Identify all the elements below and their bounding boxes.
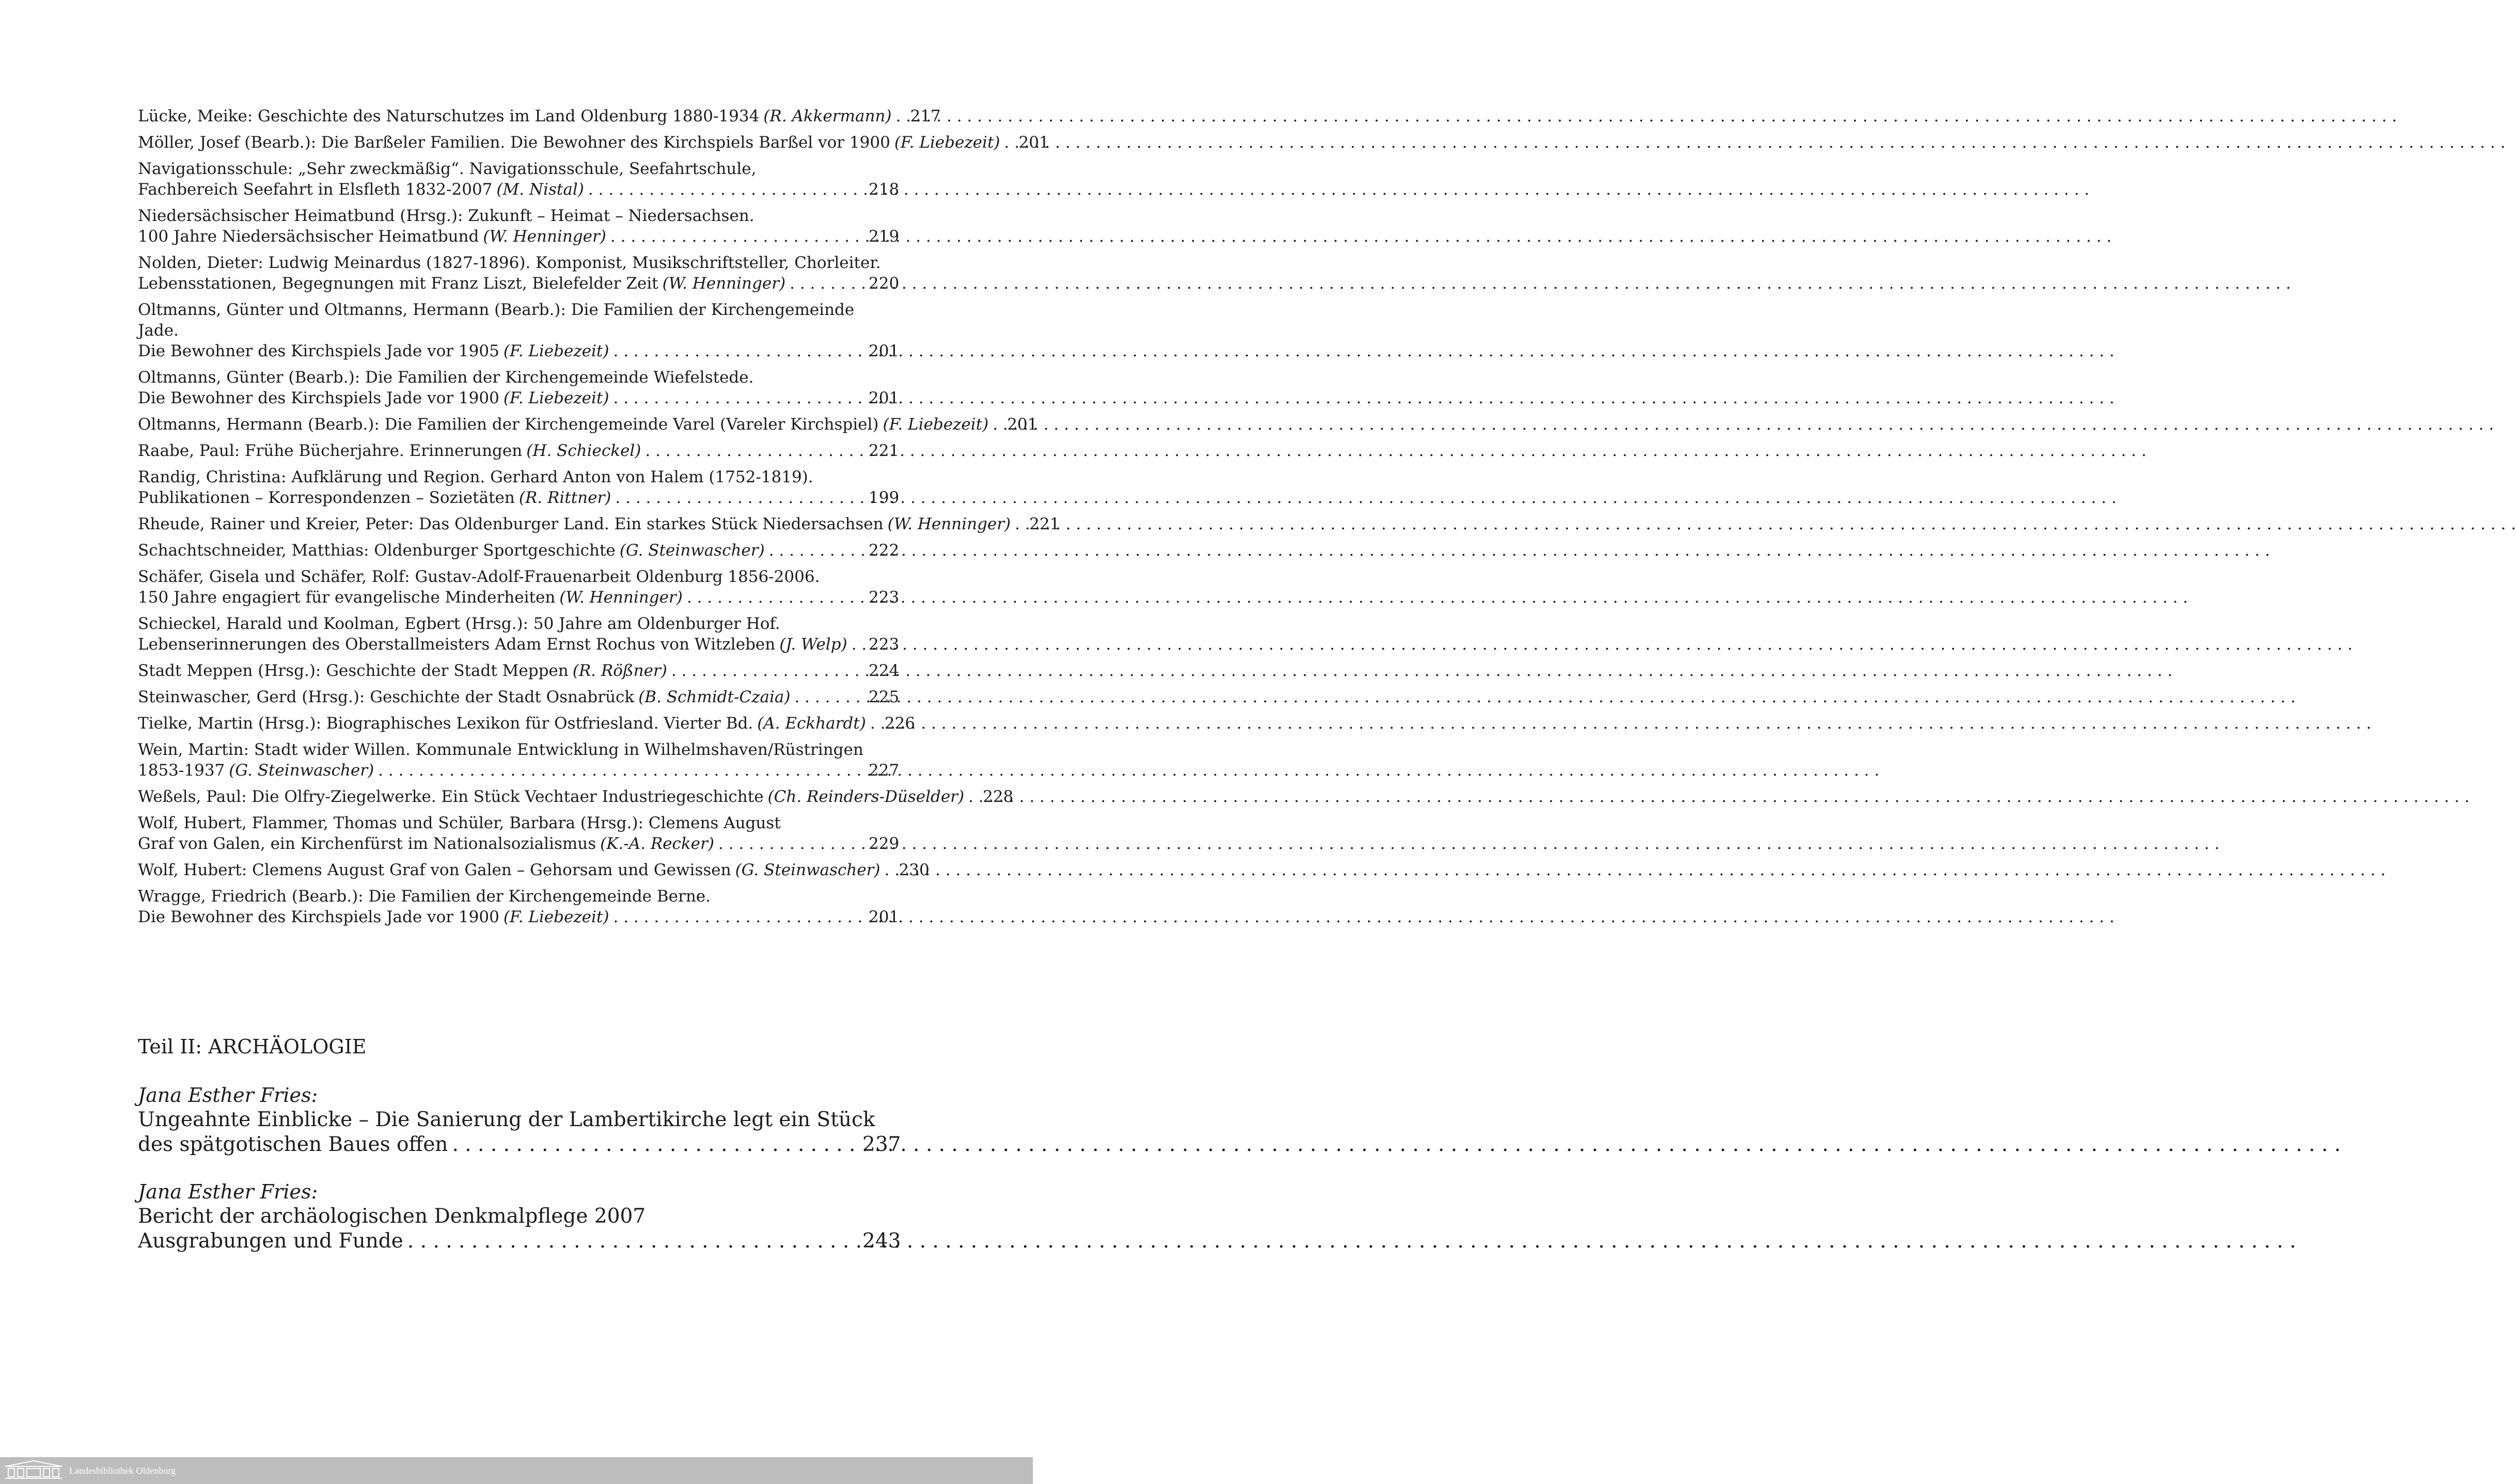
- dot-leader: [769, 540, 864, 561]
- page-number: 243: [862, 1229, 901, 1253]
- dot-leader: [613, 341, 864, 361]
- entry-last-line: [138, 106, 941, 127]
- entry-reviewer: (W. Henninger): [483, 227, 606, 246]
- entry-title-line: Schachtschneider, Matthias: Oldenburger Sportgeschichte: [138, 541, 616, 560]
- entry-title-line: Wolf, Hubert, Flammer, Thomas und Schüler, Barbara (Hrsg.): Clemens August: [138, 814, 781, 832]
- entry-title-line: Tielke, Martin (Hrsg.): Biographisches Lexikon für Ostfriesland. Vierter Bd.: [138, 714, 753, 733]
- review-entry: [138, 660, 899, 681]
- review-entry: [138, 687, 899, 707]
- entry-last-line: [138, 440, 899, 461]
- review-entry: [138, 514, 1060, 534]
- page-number: 199: [869, 488, 900, 507]
- review-entry: [138, 106, 941, 127]
- article-title-line: Bericht der archäologischen Denkmalpflege 2007: [138, 1205, 646, 1228]
- entry-title-line: Wragge, Friedrich (Bearb.): Die Familien der Kirchengemeinde Berne.: [138, 887, 711, 906]
- dot-leader: [378, 760, 864, 781]
- dot-leader: [610, 226, 864, 247]
- dot-leader: [613, 388, 864, 408]
- page-number: 219: [869, 227, 900, 246]
- entry-title-line: Oltmanns, Günter (Bearb.): Die Familien der Kirchengemeinde Wiefelstede.: [138, 368, 754, 387]
- library-building-icon: [3, 1459, 64, 1482]
- entry-title-line: Lebenserinnerungen des Oberstallmeisters Adam Ernst Rochus von Witzleben: [138, 635, 776, 654]
- entry-title-line: Weßels, Paul: Die Olfry-Ziegelwerke. Ein Stück Vechtaer Industriegeschichte: [138, 787, 764, 806]
- page-number: 223: [869, 588, 900, 607]
- entry-title-line: Oltmanns, Hermann (Bearb.): Die Familien der Kirchengemeinde Varel (Vareler Kirchspiel): [138, 415, 879, 434]
- review-entry: [138, 206, 899, 247]
- dot-leader: [1015, 514, 1025, 534]
- article-last-line: [138, 1229, 899, 1254]
- entry-last-line: [138, 786, 1014, 807]
- dot-leader: [790, 273, 864, 294]
- article-title-line: Ausgrabungen und Funde: [138, 1229, 403, 1253]
- page-number: 221: [869, 441, 900, 460]
- entry-reviewer: (G. Steinwascher): [229, 761, 374, 780]
- entry-title-line: Nolden, Dieter: Ludwig Meinardus (1827-1896). Komponist, Musikschriftsteller, Chorleiter.: [138, 254, 881, 272]
- dot-leader: [407, 1229, 858, 1254]
- dot-leader: [993, 414, 1003, 435]
- entry-last-line: [138, 341, 899, 361]
- review-entry: [138, 566, 899, 608]
- review-entry: [138, 613, 899, 655]
- entry-title-line: Schieckel, Harald und Koolman, Egbert (Hrsg.): 50 Jahre am Oldenburger Hof.: [138, 614, 780, 633]
- entry-reviewer: (F. Liebezeit): [883, 415, 989, 434]
- review-entry: [138, 860, 930, 880]
- dot-leader: [452, 1132, 858, 1157]
- entry-last-line: [138, 860, 930, 880]
- entry-last-line: [138, 487, 899, 508]
- entry-last-line: [138, 514, 1060, 534]
- review-entry: [138, 299, 899, 361]
- page-number: 225: [869, 688, 900, 706]
- page-number: 228: [983, 787, 1014, 806]
- entry-reviewer: (W. Henninger): [887, 515, 1011, 533]
- page-number: 218: [869, 180, 900, 199]
- entry-last-line: [138, 540, 899, 561]
- entry-reviewer: (K.-A. Recker): [600, 834, 714, 853]
- entry-title-line: Stadt Meppen (Hrsg.): Geschichte der Stadt Meppen: [138, 661, 569, 680]
- entry-title-line: Niedersächsischer Heimatbund (Hrsg.): Zukunft – Heimat – Niedersachsen.: [138, 207, 754, 225]
- entry-title-line: Randig, Christina: Aufklärung und Region. Gerhard Anton von Halem (1752-1819).: [138, 468, 813, 486]
- page-number: 222: [869, 541, 900, 560]
- entry-title-line: Wein, Martin: Stadt wider Willen. Kommunale Entwicklung in Wilhelmshaven/Rüstringen: [138, 740, 863, 759]
- review-entry: [138, 813, 899, 854]
- entry-reviewer: (R. Akkermann): [763, 107, 892, 125]
- entry-last-line: [138, 132, 1049, 153]
- entry-reviewer: (G. Steinwascher): [735, 861, 880, 879]
- entry-reviewer: (F. Liebezeit): [503, 908, 609, 926]
- entry-last-line: [138, 179, 899, 200]
- entry-title-line: Wolf, Hubert: Clemens August Graf von Galen – Gehorsam und Gewissen: [138, 861, 731, 879]
- article-author: Jana Esther Fries:: [138, 1084, 318, 1107]
- entry-last-line: [138, 687, 899, 707]
- entry-last-line: [138, 907, 899, 927]
- page-number: 221: [1029, 515, 1060, 533]
- page-number: 227: [869, 761, 900, 780]
- entry-title-line: Publikationen – Korrespondenzen – Sozietäten: [138, 488, 515, 507]
- entry-last-line: [138, 660, 899, 681]
- entry-reviewer: (R. Rößner): [572, 661, 667, 680]
- dot-leader: [968, 786, 979, 807]
- entry-last-line: [138, 587, 899, 608]
- entry-title-line: Lebensstationen, Begegnungen mit Franz Liszt, Bielefelder Zeit: [138, 274, 658, 293]
- page-number: 201: [869, 389, 900, 407]
- page-number: 226: [884, 714, 915, 733]
- entry-reviewer: (F. Liebezeit): [894, 133, 1000, 152]
- dot-leader: [718, 833, 864, 854]
- dot-leader: [687, 587, 864, 608]
- entry-title-line: Navigationsschule: „Sehr zweckmäßig“. Navigationsschule, Seefahrtschule,: [138, 160, 757, 178]
- entry-last-line: [138, 760, 899, 781]
- page-number: 229: [869, 834, 900, 853]
- dot-leader: [588, 179, 864, 200]
- article-entry: [138, 1083, 899, 1157]
- review-entry: [138, 540, 899, 561]
- entry-title-line: Die Bewohner des Kirchspiels Jade vor 1905: [138, 342, 499, 360]
- entry-reviewer: (R. Rittner): [518, 488, 611, 507]
- dot-leader: [852, 634, 864, 655]
- review-entry: [138, 367, 899, 408]
- entry-title-line: 1853-1937: [138, 761, 225, 780]
- entry-reviewer: (A. Eckhardt): [757, 714, 866, 733]
- dot-leader: [613, 907, 864, 927]
- review-entry: [138, 440, 899, 461]
- entry-title-line: Raabe, Paul: Frühe Bücherjahre. Erinnerungen: [138, 441, 523, 460]
- dot-leader: [870, 713, 880, 734]
- entry-last-line: [138, 273, 899, 294]
- article-title-line: des spätgotischen Baues offen: [138, 1133, 448, 1156]
- entry-title-line: Steinwascher, Gerd (Hrsg.): Geschichte der Stadt Osnabrück: [138, 688, 635, 706]
- page-number: 223: [869, 635, 900, 654]
- library-name: Landesbibliothek Oldenburg: [69, 1465, 176, 1476]
- entry-last-line: [138, 226, 899, 247]
- review-index-list: [138, 106, 1060, 933]
- page-number: 201: [1018, 133, 1049, 152]
- entry-reviewer: (M. Nistal): [496, 180, 584, 199]
- review-entry: [138, 252, 899, 294]
- entry-title-line: Graf von Galen, ein Kirchenfürst im Nationalsozialismus: [138, 834, 596, 853]
- article-author: Jana Esther Fries:: [138, 1180, 318, 1203]
- dot-leader: [794, 687, 864, 707]
- entry-last-line: [138, 634, 899, 655]
- page-number: 220: [869, 274, 900, 293]
- entry-last-line: [138, 713, 915, 734]
- review-entry: [138, 739, 899, 781]
- article-title-line: Ungeahnte Einblicke – Die Sanierung der Lambertikirche legt ein Stück: [138, 1108, 875, 1131]
- page-number: 237: [862, 1133, 901, 1156]
- article-entry: [138, 1179, 899, 1254]
- entry-reviewer: (J. Welp): [779, 635, 847, 654]
- entry-title-line: Rheude, Rainer und Kreier, Peter: Das Oldenburger Land. Ein starkes Stück Niedersachsen: [138, 515, 884, 533]
- entry-reviewer: (W. Henninger): [559, 588, 683, 607]
- dot-leader: [615, 487, 864, 508]
- page-number: 217: [910, 107, 941, 125]
- review-entry: [138, 713, 915, 734]
- entry-last-line: [138, 833, 899, 854]
- entry-title-line: Oltmanns, Günter und Oltmanns, Hermann (Bearb.): Die Familien der Kirchengemeinde Jade.: [138, 301, 855, 340]
- page-number: 201: [1007, 415, 1038, 434]
- library-footer-bar: [0, 1457, 1033, 1484]
- review-entry: [138, 159, 899, 200]
- entry-title-line: Lücke, Meike: Geschichte des Naturschutzes im Land Oldenburg 1880-1934: [138, 107, 760, 125]
- dot-leader: [671, 660, 864, 681]
- dot-leader: [885, 860, 895, 880]
- entry-reviewer: (H. Schieckel): [526, 441, 641, 460]
- review-entry: [138, 414, 1038, 435]
- document-page: [0, 0, 1060, 1484]
- review-entry: [138, 132, 1049, 153]
- page-number: 230: [899, 861, 930, 879]
- entry-reviewer: (G. Steinwascher): [619, 541, 765, 560]
- entry-title-line: Fachbereich Seefahrt in Elsfleth 1832-2007: [138, 180, 493, 199]
- entry-reviewer: (B. Schmidt-Czaia): [638, 688, 791, 706]
- review-entry: [138, 886, 899, 927]
- entry-title-line: Die Bewohner des Kirchspiels Jade vor 1900: [138, 389, 499, 407]
- entry-last-line: [138, 414, 1038, 435]
- entry-title-line: 100 Jahre Niedersächsischer Heimatbund: [138, 227, 479, 246]
- page-number: 201: [869, 908, 900, 926]
- entry-reviewer: (F. Liebezeit): [503, 342, 609, 360]
- section-title: Teil II: ARCHÄOLOGIE: [138, 1035, 367, 1058]
- dot-leader: [645, 440, 864, 461]
- entry-last-line: [138, 388, 899, 408]
- dot-leader: [1004, 132, 1015, 153]
- article-last-line: [138, 1132, 899, 1157]
- entry-title-line: Möller, Josef (Bearb.): Die Barßeler Familien. Die Bewohner des Kirchspiels Barßel vor 1900: [138, 133, 890, 152]
- review-entry: [138, 786, 1014, 807]
- page-number: 201: [869, 342, 900, 360]
- page-number: 224: [869, 661, 900, 680]
- entry-reviewer: (W. Henninger): [662, 274, 786, 293]
- entry-reviewer: (Ch. Reinders-Düselder): [767, 787, 965, 806]
- entry-title-line: Schäfer, Gisela und Schäfer, Rolf: Gustav-Adolf-Frauenarbeit Oldenburg 1856-2006.: [138, 567, 820, 586]
- review-entry: [138, 467, 899, 508]
- entry-title-line: 150 Jahre engagiert für evangelische Minderheiten: [138, 588, 556, 607]
- entry-reviewer: (F. Liebezeit): [503, 389, 609, 407]
- entry-title-line: Die Bewohner des Kirchspiels Jade vor 1900: [138, 908, 499, 926]
- dot-leader: [895, 106, 906, 127]
